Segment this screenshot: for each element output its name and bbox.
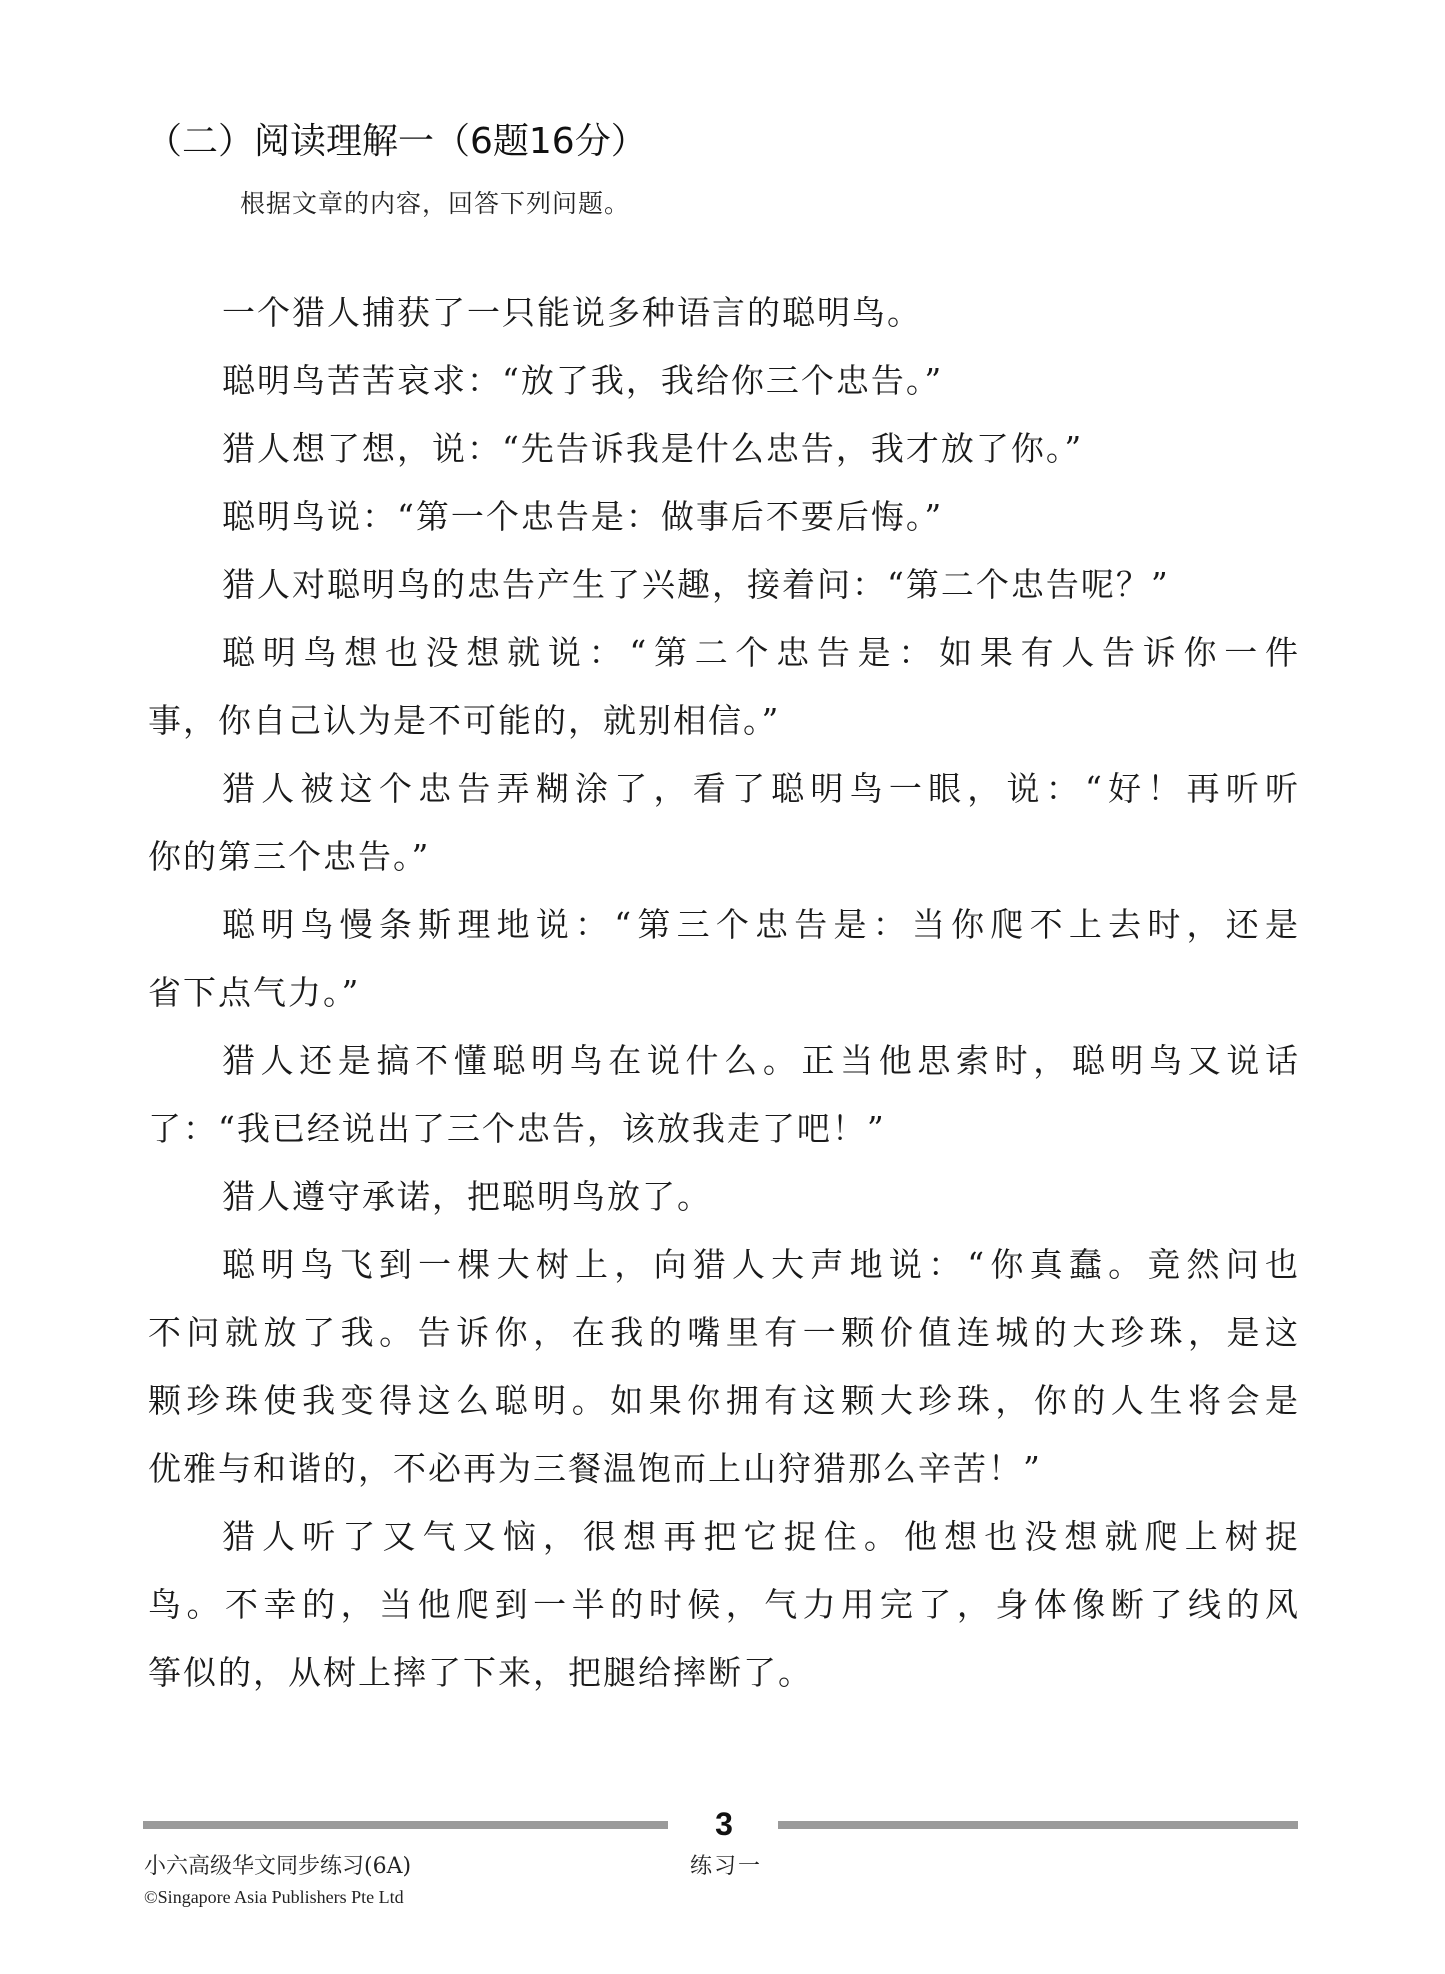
passage-line: 猎人听了又气又恼，很想再把它捉住。他想也没想就爬上树捉: [222, 1517, 1300, 1556]
passage-line: 猎人还是搞不懂聪明鸟在说什么。正当他思索时，聪明鸟又说话: [222, 1041, 1300, 1080]
passage-line: 你的第三个忠告。”: [148, 837, 431, 876]
passage-line: 聪明鸟慢条斯理地说：“第三个忠告是：当你爬不上去时，还是: [222, 905, 1300, 944]
passage-line: 聪明鸟飞到一棵大树上，向猎人大声地说：“你真蠢。竟然问也: [222, 1245, 1300, 1284]
passage-line: 不问就放了我。告诉你，在我的嘴里有一颗价值连城的大珍珠，是这: [148, 1313, 1300, 1352]
passage-line: 鸟。不幸的，当他爬到一半的时候，气力用完了，身体像断了线的风: [148, 1585, 1300, 1624]
passage-line: 猎人被这个忠告弄糊涂了，看了聪明鸟一眼，说：“好！再听听: [222, 769, 1300, 808]
footer-divider-right: [778, 1821, 1298, 1829]
passage-line: 一个猎人捕获了一只能说多种语言的聪明鸟。: [222, 293, 922, 332]
passage-line: 优雅与和谐的，不必再为三餐温饱而上山狩猎那么辛苦！”: [148, 1449, 1042, 1488]
passage-line: 猎人对聪明鸟的忠告产生了兴趣，接着问：“第二个忠告呢？”: [222, 565, 1170, 604]
passage-line: 猎人想了想，说：“先告诉我是什么忠告，我才放了你。”: [222, 429, 1084, 468]
page-number: 3: [715, 1806, 733, 1842]
copyright-notice: ©Singapore Asia Publishers Pte Ltd: [144, 1887, 404, 1907]
section-title: （二）阅读理解一（6题16分）: [146, 121, 647, 162]
reading-passage: [148, 279, 1300, 1707]
passage-line: 猎人遵守承诺，把聪明鸟放了。: [222, 1177, 712, 1216]
passage-line: 了：“我已经说出了三个忠告，该放我走了吧！”: [148, 1109, 886, 1148]
book-title: 小六高级华文同步练习(6A): [144, 1854, 412, 1879]
passage-line: 聪明鸟想也没想就说：“第二个忠告是：如果有人告诉你一件: [222, 633, 1300, 672]
passage-line: 事，你自己认为是不可能的，就别相信。”: [148, 701, 781, 740]
passage-line: 省下点气力。”: [148, 973, 361, 1012]
section-instruction: 根据文章的内容，回答下列问题。: [240, 189, 631, 218]
footer-divider-left: [143, 1821, 668, 1829]
passage-line: 聪明鸟说：“第一个忠告是：做事后不要后悔。”: [222, 497, 944, 536]
passage-line: 筝似的，从树上摔了下来，把腿给摔断了。: [148, 1653, 813, 1692]
passage-line: 颗珍珠使我变得这么聪明。如果你拥有这颗大珍珠，你的人生将会是: [148, 1381, 1300, 1420]
passage-line: 聪明鸟苦苦哀求：“放了我，我给你三个忠告。”: [222, 361, 944, 400]
chapter-label: 练习一: [690, 1854, 763, 1879]
